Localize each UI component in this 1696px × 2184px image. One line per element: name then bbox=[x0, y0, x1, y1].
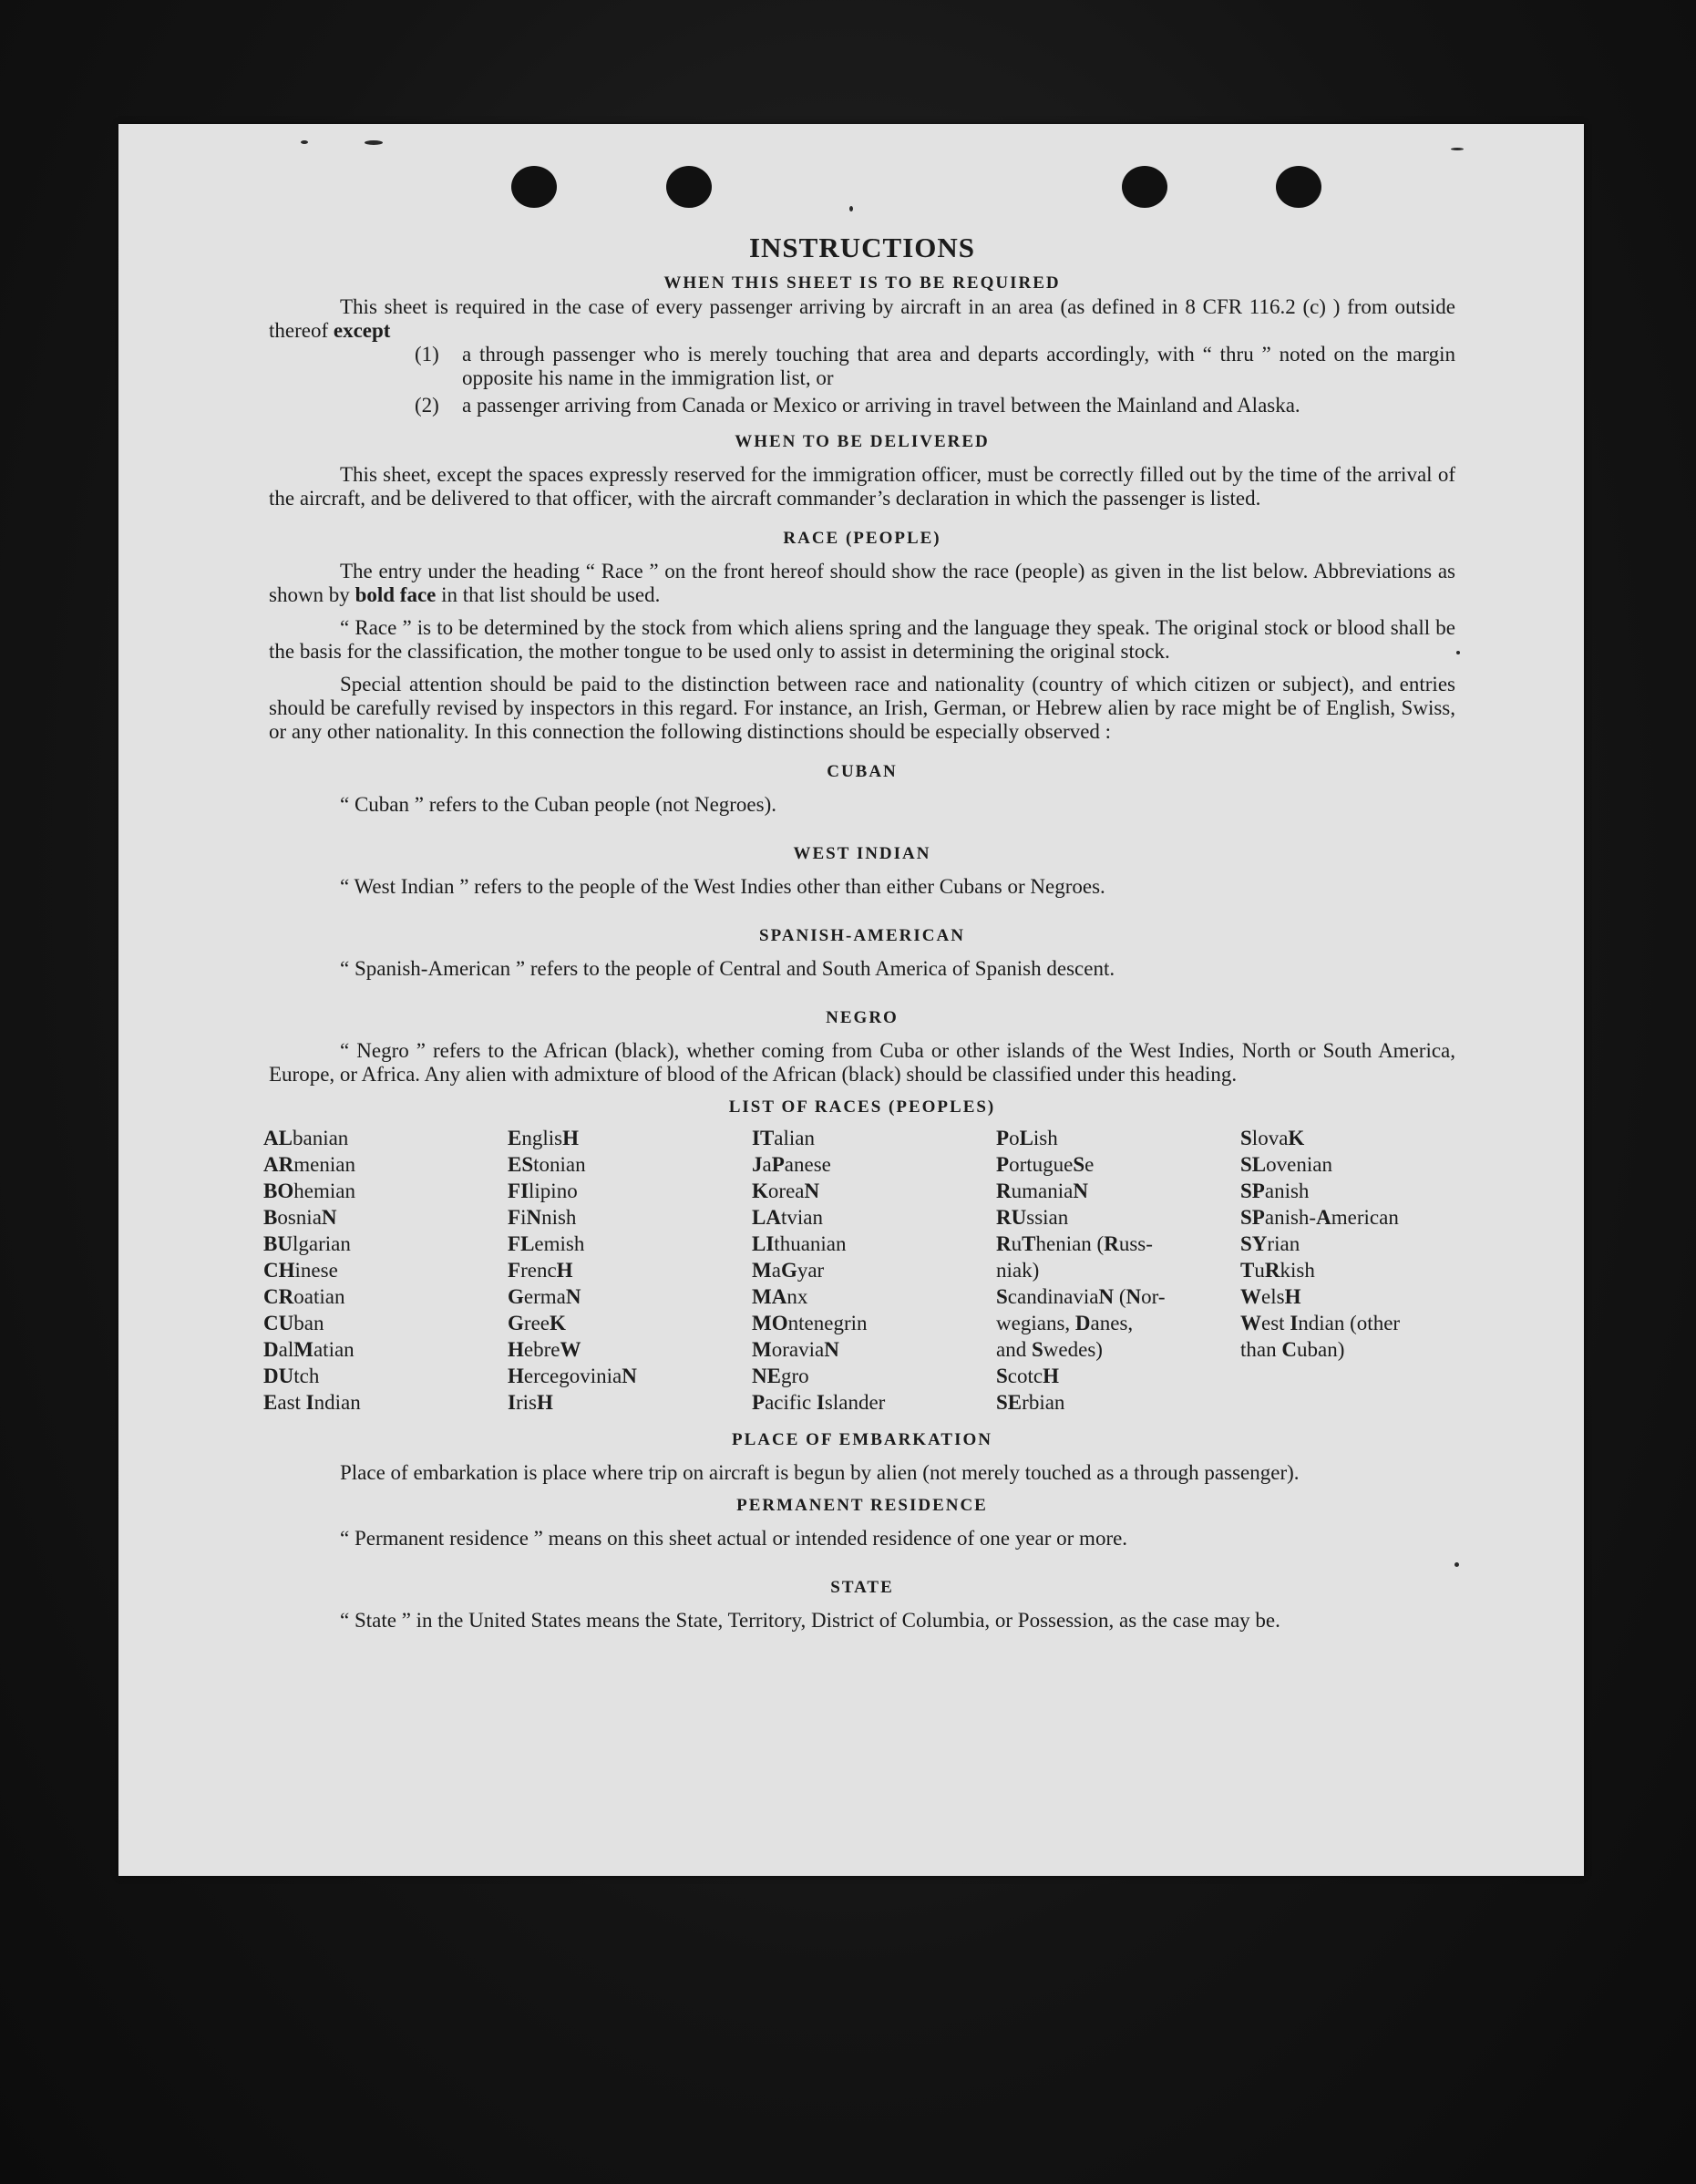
instructions-content bbox=[263, 232, 1455, 1633]
spanish-american-text: “ Spanish-American ” refers to the people of Central and South America of Spanish descent. bbox=[340, 957, 1115, 980]
race-list-item: HercegoviniaN bbox=[508, 1365, 637, 1387]
race-column bbox=[996, 1125, 1240, 1416]
race-list-item: SlovaK bbox=[1240, 1127, 1305, 1149]
race-list-item: FrencH bbox=[508, 1259, 573, 1282]
race-list-item: RUssian bbox=[996, 1206, 1069, 1229]
heading-cuban: CUBAN bbox=[827, 762, 898, 781]
race-list-item: BOhemian bbox=[263, 1180, 355, 1202]
race-list-item: Pacific Islander bbox=[752, 1391, 886, 1414]
race-list-item: DUtch bbox=[263, 1365, 320, 1387]
negro-text: “ Negro ” refers to the African (black), whether coming from Cuba or other islands of the West Indies, North or South America, Europe, or Africa. Any alien with admixture of blood of the African (black) should be classified under this heading. bbox=[269, 1039, 1455, 1086]
race-list-item: RumaniaN bbox=[996, 1180, 1088, 1202]
race-list-item: KoreaN bbox=[752, 1180, 820, 1202]
scan-speck bbox=[1451, 148, 1464, 150]
race-list-item: PortugueSe bbox=[996, 1153, 1095, 1176]
punch-hole bbox=[666, 166, 712, 208]
race-list-item: ScandinaviaN (Nor- wegians, Danes, and Swedes) bbox=[996, 1285, 1166, 1361]
page-title: INSTRUCTIONS bbox=[748, 232, 975, 263]
scan-speck bbox=[365, 140, 383, 145]
heading-negro: NEGRO bbox=[826, 1008, 899, 1027]
punch-hole bbox=[511, 166, 557, 208]
race-list-item: WelsH bbox=[1240, 1285, 1301, 1308]
race-list-item: BUlgarian bbox=[263, 1232, 351, 1255]
race-column bbox=[263, 1125, 508, 1416]
heading-permanent-residence: PERMANENT RESIDENCE bbox=[736, 1496, 988, 1515]
when-delivered-text: This sheet, except the spaces expressly reserved for the immigration officer, must be correctly filled out by the time of the arrival of the aircraft, and be delivered to that officer, with the aircraft commander’s declaration in which the passenger is listed. bbox=[269, 463, 1455, 510]
residence-text: “ Permanent residence ” means on this sheet actual or intended residence of one year or more. bbox=[340, 1527, 1128, 1550]
race-list-item: RuThenian (Russ- niak) bbox=[996, 1232, 1153, 1282]
race-list-item: FLemish bbox=[508, 1232, 585, 1255]
race-paragraph-3: Special attention should be paid to the distinction between race and nationality (country of which citizen or subject), and entries should be carefully revised by inspectors in this regard. For instance, an Irish, German, or Hebrew alien by race might be of English, Swiss, or any other nationality. In this connection the following distinctions should be especially observed : bbox=[269, 673, 1455, 743]
race-list-item: GermaN bbox=[508, 1285, 581, 1308]
embarkation-text: Place of embarkation is place where trip on aircraft is begun by alien (not merely touched as a through passenger). bbox=[340, 1461, 1300, 1484]
race-list-item: FiNnish bbox=[508, 1206, 577, 1229]
list-item: (2) a passenger arriving from Canada or Mexico or arriving in travel between the Mainland and Alaska. bbox=[415, 394, 1300, 417]
race-list-item: FIlipino bbox=[508, 1180, 578, 1202]
heading-west-indian: WEST INDIAN bbox=[793, 844, 931, 863]
race-list-item: ITalian bbox=[752, 1127, 816, 1149]
race-list-item: EnglisH bbox=[508, 1127, 579, 1149]
race-list-item: ScotcH bbox=[996, 1365, 1060, 1387]
race-list-item: ALbanian bbox=[263, 1127, 349, 1149]
race-list-item: EStonian bbox=[508, 1153, 586, 1176]
heading-race: RACE (PEOPLE) bbox=[783, 529, 941, 548]
race-list-item: PoLish bbox=[996, 1127, 1058, 1149]
race-list-item: HebreW bbox=[508, 1338, 581, 1361]
heading-list-of-races: LIST OF RACES (PEOPLES) bbox=[728, 1097, 996, 1117]
heading-state: STATE bbox=[830, 1578, 894, 1597]
race-column bbox=[508, 1125, 752, 1416]
heading-spanish-american: SPANISH-AMERICAN bbox=[759, 926, 965, 945]
race-column bbox=[1240, 1125, 1450, 1416]
race-list-item: SLovenian bbox=[1240, 1153, 1332, 1176]
race-list-item: BosniaN bbox=[263, 1206, 337, 1229]
races-table bbox=[263, 1125, 1455, 1416]
race-list-item: NEgro bbox=[752, 1365, 809, 1387]
race-list-item: ARmenian bbox=[263, 1153, 355, 1176]
heading-embarkation: PLACE OF EMBARKATION bbox=[732, 1430, 992, 1449]
when-required-intro: This sheet is required in the case of every passenger arriving by aircraft in an area (as defined in 8 CFR 116.2 (c) ) from outside thereof except bbox=[269, 295, 1455, 342]
race-list-item: MoraviaN bbox=[752, 1338, 839, 1361]
race-list-item: SPanish-American bbox=[1240, 1206, 1399, 1229]
except-bold: except bbox=[333, 319, 391, 342]
race-list-item: GreeK bbox=[508, 1312, 566, 1334]
heading-when-delivered: WHEN TO BE DELIVERED bbox=[735, 432, 990, 451]
race-list-item: TuRkish bbox=[1240, 1259, 1315, 1282]
race-list-item: CHinese bbox=[263, 1259, 338, 1282]
state-text: “ State ” in the United States means the State, Territory, District of Columbia, or Possession, as the case may be. bbox=[340, 1609, 1280, 1632]
paper-sheet bbox=[118, 124, 1584, 1876]
race-list-item: LAtvian bbox=[752, 1206, 823, 1229]
race-column bbox=[752, 1125, 996, 1416]
race-list-item: West Indian (other than Cuban) bbox=[1240, 1312, 1401, 1361]
race-list-item: DalMatian bbox=[263, 1338, 355, 1361]
race-paragraph-1: The entry under the heading “ Race ” on the front hereof should show the race (people) as given in the list below. Abbreviations as shown by bold face in that list should be used. bbox=[269, 560, 1455, 606]
race-list-item: MOntenegrin bbox=[752, 1312, 868, 1334]
race-list-item: SPanish bbox=[1240, 1180, 1310, 1202]
scan-speck bbox=[849, 206, 853, 211]
race-paragraph-2: “ Race ” is to be determined by the stock from which aliens spring and the language they speak. The original stock or blood shall be the basis for the classification, the mother tongue to be used only to assist in determining the original stock. bbox=[269, 616, 1455, 663]
scan-speck bbox=[301, 140, 308, 144]
scan-speck bbox=[1456, 651, 1460, 654]
race-list-item: MAnx bbox=[752, 1285, 808, 1308]
race-list-item: SYrian bbox=[1240, 1232, 1300, 1255]
race-list-item: JaPanese bbox=[752, 1153, 831, 1176]
cuban-text: “ Cuban ” refers to the Cuban people (not Negroes). bbox=[340, 793, 777, 816]
west-indian-text: “ West Indian ” refers to the people of the West Indies other than either Cubans or Negroes. bbox=[340, 875, 1105, 898]
list-item: (1) a through passenger who is merely touching that area and departs accordingly, with “ thru ” noted on the margin opposite his name in the immigration list, or bbox=[415, 343, 1455, 389]
race-list-item: IrisH bbox=[508, 1391, 553, 1414]
punch-hole bbox=[1122, 166, 1167, 208]
race-list-item: MaGyar bbox=[752, 1259, 825, 1282]
race-list-item: East Indian bbox=[263, 1391, 361, 1414]
race-list-item: LIthuanian bbox=[752, 1232, 847, 1255]
race-list-item: CUban bbox=[263, 1312, 324, 1334]
punch-hole bbox=[1276, 166, 1321, 208]
race-list-item: CRoatian bbox=[263, 1285, 345, 1308]
exceptions-list bbox=[415, 343, 1455, 417]
heading-when-required: WHEN THIS SHEET IS TO BE REQUIRED bbox=[663, 273, 1061, 293]
race-list-item: SErbian bbox=[996, 1391, 1065, 1414]
